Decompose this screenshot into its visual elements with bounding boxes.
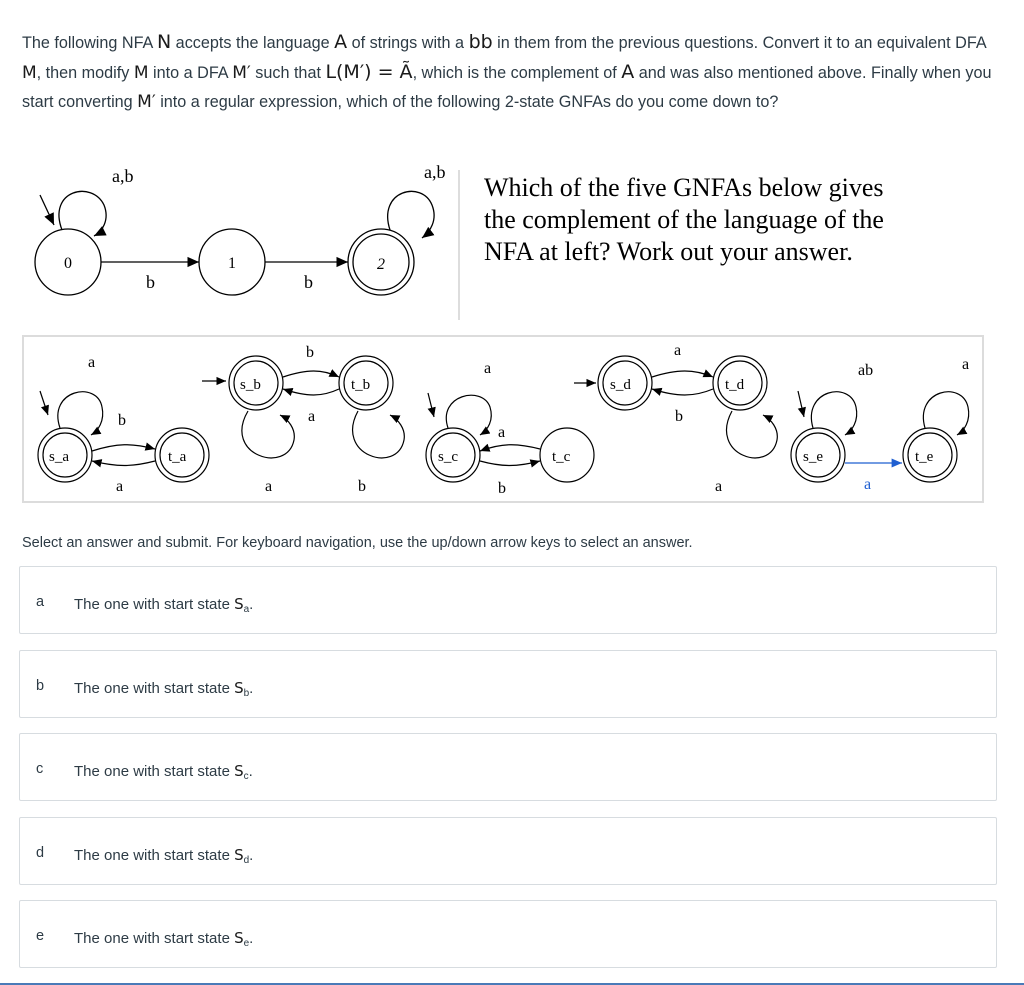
instructions-text: Select an answer and submit. For keyboard navigation, use the up/down arrow keys to select an answer. — [22, 535, 693, 551]
answer-option-b[interactable] — [19, 650, 997, 718]
answer-letter: d — [36, 845, 45, 861]
answer-option-e[interactable] — [19, 900, 997, 968]
gnfa-e-start-label: s_e — [803, 449, 823, 465]
gnfa-d-edge-ts-label: b — [675, 408, 683, 425]
nfa-state-1-label: 1 — [228, 255, 236, 272]
gnfa-d-accept-label: t_d — [725, 377, 745, 393]
nfa-diagram — [22, 150, 982, 320]
answer-option-c[interactable] — [19, 733, 997, 801]
gnfa-b-loop-s-label: a — [265, 478, 273, 495]
gnfa-a-loop-label: a — [88, 354, 96, 371]
nfa-state-2-label: 2 — [377, 256, 385, 273]
gnfa-c-loop-label: a — [484, 360, 492, 377]
answer-letter: b — [36, 678, 45, 694]
gnfa-a-edge-ts-label: a — [116, 478, 124, 495]
gnfa-b-start-label: s_b — [240, 377, 261, 393]
gnfa-d-edge-st-label: a — [674, 342, 682, 359]
question-text: The following NFA N accepts the language A of strings with a bb in them from the previous questions. Convert it to an equivalent DFA M, then modify M into a DFA M′ such that L(M′) = Ã, which is the complement of A and was also mentioned above. Finally when you start converting M′ into a regular expression, which of the following 2-state GNFAs do you come down to? — [22, 31, 992, 112]
gnfa-c-accept-label: t_c — [552, 449, 571, 465]
gnfa-c-edge-ts-label: a — [498, 424, 506, 441]
gnfa-b-edge-ts-label: a — [308, 408, 316, 425]
gnfa-b-accept-label: t_b — [351, 377, 371, 393]
answer-text: The one with start state $S_c$. — [74, 762, 253, 782]
gnfa-e-loop-t-label: a — [962, 356, 970, 373]
nfa-loop-0-label: a,b — [112, 166, 134, 186]
answer-option-d[interactable] — [19, 817, 997, 885]
nfa-edge-1-2-label: b — [304, 272, 313, 292]
answer-letter: c — [36, 761, 44, 777]
prompt-line-1: Which of the five GNFAs below gives — [484, 173, 884, 202]
prompt-line-2: the complement of the language of the — [484, 205, 884, 234]
gnfa-a-accept-label: t_a — [168, 449, 187, 465]
gnfa-c-start-label: s_c — [438, 449, 458, 465]
gnfa-d-loop-t-label: a — [715, 478, 723, 495]
gnfa-options-diagram — [22, 335, 984, 503]
gnfa-e-edge-st-label: a — [864, 476, 872, 493]
gnfa-b-loop-t-label: b — [358, 478, 366, 495]
start-arrow — [40, 195, 54, 225]
answer-text: The one with start state $S_a$. — [74, 595, 254, 615]
answer-letter: e — [36, 928, 45, 944]
gnfa-c-edge-st-label: b — [498, 480, 506, 497]
gnfa-a-edge-st-label: b — [118, 412, 126, 429]
prompt-line-3: NFA at left? Work out your answer. — [484, 237, 853, 266]
gnfa-a-start-label: s_a — [49, 449, 69, 465]
answer-letter: a — [36, 594, 45, 610]
nfa-loop-2-label: a,b — [424, 162, 446, 182]
answer-text: The one with start state $S_b$. — [74, 679, 254, 699]
answer-option-a[interactable] — [19, 566, 997, 634]
gnfa-d-start-label: s_d — [610, 377, 631, 393]
gnfa-e-loop-s-label: ab — [858, 362, 874, 379]
nfa-state-0-label: 0 — [64, 255, 72, 272]
gnfa-b-edge-st-label: b — [306, 344, 314, 361]
gnfa-e-accept-label: t_e — [915, 449, 934, 465]
answer-text: The one with start state $S_d$. — [74, 846, 254, 866]
nfa-loop-2 — [388, 191, 434, 238]
nfa-edge-0-1-label: b — [146, 272, 155, 292]
answer-text: The one with start state $S_e$. — [74, 929, 254, 949]
